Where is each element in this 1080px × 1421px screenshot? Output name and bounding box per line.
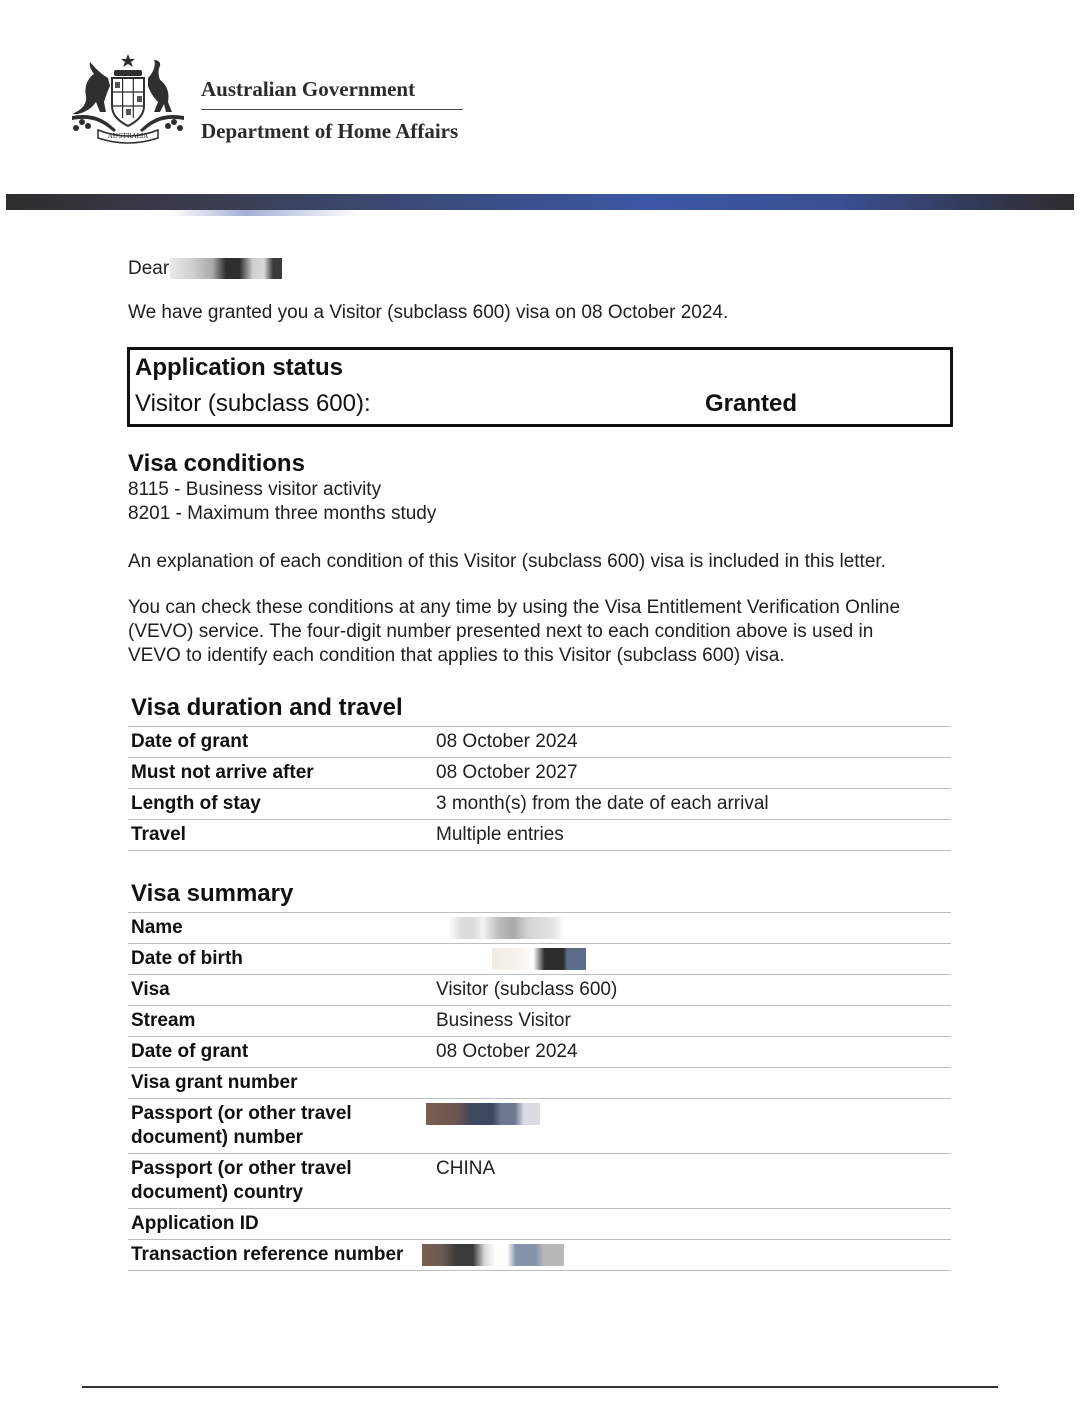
status-visa-label: Visitor (subclass 600): bbox=[135, 390, 371, 417]
table-row bbox=[128, 758, 951, 789]
visa-duration-heading: Visa duration and travel bbox=[131, 694, 403, 721]
row-value: 08 October 2027 bbox=[436, 762, 578, 783]
crest-motto: AUSTRALIA bbox=[107, 132, 149, 140]
greeting-text: Dear bbox=[128, 258, 170, 279]
redacted-value bbox=[422, 1244, 564, 1266]
row-value: CHINA bbox=[436, 1158, 496, 1179]
vevo-paragraph-line: VEVO to identify each condition that applies to this Visitor (subclass 600) visa. bbox=[128, 645, 785, 666]
redacted-name bbox=[170, 258, 282, 279]
status-value: Granted bbox=[705, 390, 798, 417]
row-label: Must not arrive after bbox=[131, 762, 314, 783]
row-label: Passport (or other travel bbox=[131, 1158, 352, 1179]
table-row bbox=[128, 820, 951, 851]
row-value: Multiple entries bbox=[436, 824, 564, 845]
row-label: Transaction reference number bbox=[131, 1244, 404, 1265]
vevo-paragraph-line: (VEVO) service. The four-digit number presented next to each condition above is used in bbox=[128, 621, 874, 642]
row-label: Visa bbox=[131, 979, 170, 1000]
table-row bbox=[128, 975, 951, 1006]
application-status-box bbox=[127, 347, 953, 427]
visa-summary-table bbox=[128, 912, 951, 1271]
condition-item: 8201 - Maximum three months study bbox=[128, 503, 437, 524]
table-row bbox=[128, 944, 951, 975]
row-label: Date of grant bbox=[131, 1041, 249, 1062]
status-title: Application status bbox=[135, 354, 344, 381]
header-band-shadow bbox=[170, 210, 360, 216]
row-value: 3 month(s) from the date of each arrival bbox=[436, 793, 769, 814]
condition-item: 8115 - Business visitor activity bbox=[128, 479, 382, 500]
table-row bbox=[128, 1006, 951, 1037]
conditions-explanation: An explanation of each condition of this Visitor (subclass 600) visa is included in this letter. bbox=[128, 551, 886, 572]
redacted-value bbox=[426, 1103, 540, 1125]
row-label: Length of stay bbox=[131, 793, 261, 814]
row-label: Travel bbox=[131, 824, 186, 845]
table-row bbox=[128, 789, 951, 820]
table-row bbox=[128, 727, 951, 758]
row-value: 08 October 2024 bbox=[436, 731, 578, 752]
government-name: Australian Government bbox=[201, 77, 463, 110]
table-row bbox=[128, 1209, 951, 1240]
row-label: Stream bbox=[131, 1010, 196, 1031]
row-label: Date of grant bbox=[131, 731, 249, 752]
row-value: 08 October 2024 bbox=[436, 1041, 578, 1062]
table-row bbox=[128, 1240, 951, 1271]
visa-conditions-heading: Visa conditions bbox=[128, 450, 305, 477]
row-label: Date of birth bbox=[131, 948, 243, 969]
department-name: Department of Home Affairs bbox=[201, 119, 459, 143]
redacted-value bbox=[448, 917, 564, 939]
table-row bbox=[128, 1068, 951, 1099]
row-value: Visitor (subclass 600) bbox=[436, 979, 618, 1000]
redacted-value bbox=[492, 948, 586, 970]
coat-of-arms-icon bbox=[64, 52, 192, 144]
table-row bbox=[128, 1037, 951, 1068]
visa-summary-heading: Visa summary bbox=[131, 880, 294, 907]
row-label: document) country bbox=[131, 1182, 304, 1203]
row-value: Business Visitor bbox=[436, 1010, 571, 1031]
greeting-line bbox=[128, 257, 282, 281]
vevo-paragraph-line: You can check these conditions at any time by using the Visa Entitlement Verification Online bbox=[128, 597, 901, 618]
header-band bbox=[6, 194, 1074, 210]
row-label: Application ID bbox=[131, 1213, 259, 1234]
table-row bbox=[128, 1099, 951, 1154]
grant-sentence: We have granted you a Visitor (subclass 600) visa on 08 October 2024. bbox=[128, 302, 729, 323]
footer-rule bbox=[82, 1386, 998, 1388]
row-label: Visa grant number bbox=[131, 1072, 298, 1093]
table-row bbox=[128, 1154, 951, 1209]
row-label: document) number bbox=[131, 1127, 304, 1148]
table-row bbox=[128, 913, 951, 944]
row-label: Passport (or other travel bbox=[131, 1103, 352, 1124]
visa-duration-table bbox=[128, 726, 951, 851]
row-label: Name bbox=[131, 917, 183, 938]
